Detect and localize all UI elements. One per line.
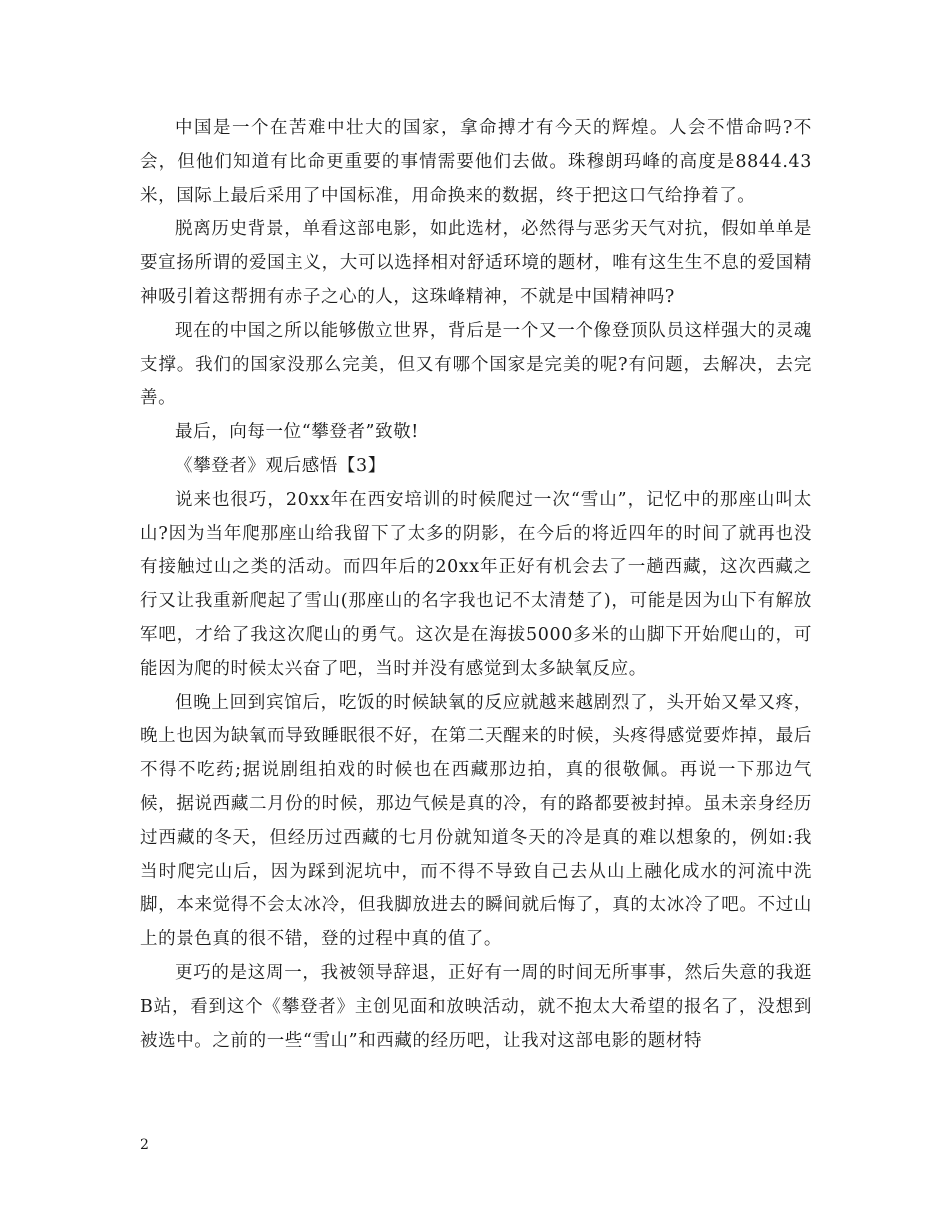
paragraph-4: 最后，向每一位“攀登者”致敬! (175, 422, 419, 443)
paragraph-6: 说来也很巧，20xx年在西安培训的时候爬过一次“雪山”，记忆中的那座山叫太山?因为当年爬那座山给我留下了太多的阴影，在今后的将近四年的时间了就再也没有接触过山之类的活动。而四年后的20xx年正好有机会去了一趟西藏，这次西藏之行又让我重新爬起了雪山(那座山的名字我也记不太清楚了)，可能是因为山下有解放军吧，才给了我这次爬山的勇气。这次是在海拔5000多米的山脚下开始爬山的，可能因为爬的时候太兴奋了吧，当时并没有感觉到太多缺氧反应。 (140, 489, 812, 679)
paragraph-7: 但晚上回到宾馆后，吃饭的时候缺氧的反应就越来越剧烈了，头开始又晕又疼，晚上也因为缺氧而导致睡眠很不好，在第二天醒来的时候，头疼得感觉要炸掉，最后不得不吃药;据说剧组拍戏的时候也在西藏那边拍，真的很敬佩。再说一下那边气候，据说西藏二月份的时候，那边气候是真的冷，有的路都要被封掉。虽未亲身经历过西藏的冬天，但经历过西藏的七月份就知道冬天的冷是真的难以想象的，例如:我当时爬完山后，因为踩到泥坑中，而不得不导致自己去从山上融化成水的河流中洗脚，本来觉得不会太冰冷，但我脚放进去的瞬间就后悔了，真的太冰冷了吧。不过山上的景色真的很不错，登的过程中真的值了。 (140, 692, 812, 950)
section-heading: 《攀登者》观后感悟【3】 (175, 455, 386, 476)
paragraph-8: 更巧的是这周一，我被领导辞退，正好有一周的时间无所事事，然后失意的我逛B站，看到这个《攀登者》主创见面和放映活动，就不抱太大希望的报名了，没想到被选中。之前的一些“雪山”和西藏的经历吧，让我对这部电影的题材特 (140, 962, 812, 1051)
paragraph-2: 脱离历史背景，单看这部电影，如此选材，必然得与恶劣天气对抗，假如单单是要宣扬所谓的爱国主义，大可以选择相对舒适环境的题材，唯有这生生不息的爱国精神吸引着这帮拥有赤子之心的人，这珠峰精神，不就是中国精神吗? (140, 219, 812, 307)
paragraph-1: 中国是一个在苦难中壮大的国家，拿命搏才有今天的辉煌。人会不惜命吗?不会，但他们知道有比命更重要的事情需要他们去做。珠穆朗玛峰的高度是8844.43米，国际上最后采用了中国标准，用命换来的数据，终于把这口气给挣着了。 (140, 118, 812, 206)
page-number: 2 (140, 1137, 149, 1153)
paragraph-3: 现在的中国之所以能够傲立世界，背后是一个又一个像登顶队员这样强大的灵魂支撑。我们的国家没那么完美，但又有哪个国家是完美的呢?有问题，去解决，去完善。 (140, 320, 812, 409)
document-body (140, 112, 812, 1058)
